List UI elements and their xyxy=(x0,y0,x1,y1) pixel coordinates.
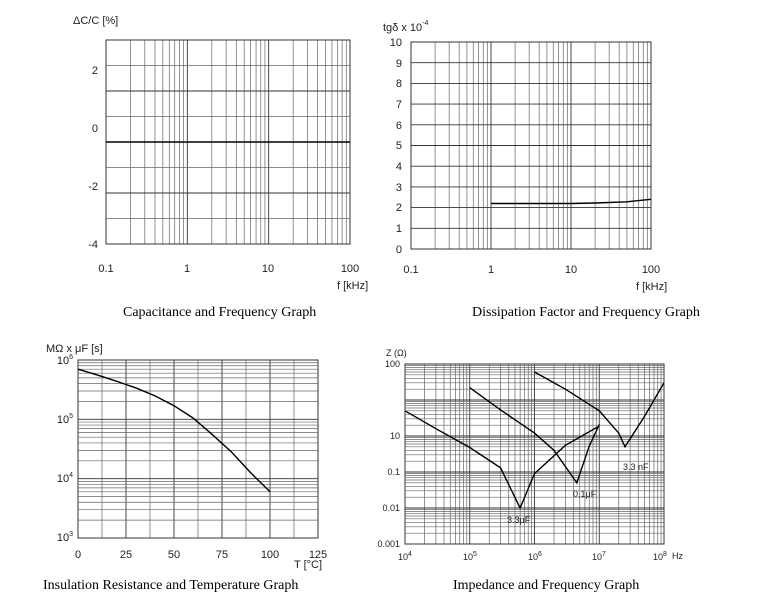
dissipation-grid xyxy=(411,42,651,249)
insulation-x-tick: 25 xyxy=(119,549,133,561)
impedance-curve-label-0-1uf: 0.1μF xyxy=(573,489,597,499)
impedance-x-tick-base: 10 xyxy=(592,552,603,562)
impedance-x-tick-exponent: 6 xyxy=(538,551,542,558)
dissipation-x-tick: 10 xyxy=(564,264,578,276)
impedance-x-tick xyxy=(463,551,477,562)
dissipation-y-tick: 3 xyxy=(395,182,402,194)
insulation-y-tick-exponent: 6 xyxy=(69,354,73,361)
insulation-y-tick-base: 10 xyxy=(56,414,70,426)
insulation-y-tick-exponent: 5 xyxy=(69,413,73,420)
capacitance-x-axis-label: f [kHz] xyxy=(337,280,369,292)
impedance-x-tick xyxy=(653,551,667,562)
capacitance-y-axis-label: ΔC/C [%] xyxy=(73,15,119,27)
capacitance-x-tick: 0.1 xyxy=(98,263,114,275)
capacitance-chart xyxy=(73,15,368,320)
insulation-chart xyxy=(43,343,327,593)
impedance-x-axis-label: Hz xyxy=(672,551,683,561)
dissipation-x-tick: 100 xyxy=(641,264,661,276)
impedance-y-tick: 10 xyxy=(389,431,400,441)
insulation-y-tick-base: 10 xyxy=(56,473,70,485)
insulation-y-tick-exponent: 4 xyxy=(69,472,73,479)
capacitance-y-tick: -4 xyxy=(88,239,98,251)
insulation-caption: Insulation Resistance and Temperature Graph xyxy=(43,578,299,593)
insulation-x-tick: 0 xyxy=(74,549,82,561)
capacitance-y-tick: 0 xyxy=(91,123,98,135)
dissipation-x-axis-label: f [kHz] xyxy=(636,281,668,293)
dissipation-y-axis-label-main: tgδ x 10 xyxy=(383,22,423,34)
impedance-curve-label-3-3nf: 3.3 nF xyxy=(623,462,649,472)
insulation-y-tick xyxy=(57,531,73,544)
impedance-curve-label-3-3uf: 3.3μF xyxy=(507,515,531,525)
dissipation-x-tick: 1 xyxy=(487,264,495,276)
dissipation-y-tick: 7 xyxy=(395,99,402,111)
insulation-y-tick xyxy=(57,354,73,367)
insulation-x-tick: 75 xyxy=(215,549,229,561)
insulation-y-tick-exponent: 3 xyxy=(69,531,73,538)
dissipation-y-tick: 2 xyxy=(395,202,402,214)
capacitance-y-tick: 2 xyxy=(91,65,98,77)
dissipation-y-tick: 8 xyxy=(395,78,402,90)
dissipation-y-axis-label xyxy=(383,20,428,34)
impedance-x-tick-exponent: 5 xyxy=(473,551,477,558)
dissipation-y-tick: 5 xyxy=(395,140,402,152)
impedance-x-tick-exponent: 4 xyxy=(408,551,412,558)
dissipation-y-tick: 6 xyxy=(395,120,402,132)
impedance-y-tick: 100 xyxy=(384,359,400,369)
impedance-caption: Impedance and Frequency Graph xyxy=(453,578,640,593)
capacitance-x-tick: 10 xyxy=(261,263,275,275)
impedance-y-axis-label: Z (Ω) xyxy=(386,348,407,358)
insulation-x-tick: 50 xyxy=(167,549,181,561)
impedance-grid xyxy=(405,364,664,544)
dissipation-y-tick: 9 xyxy=(395,58,402,70)
impedance-x-tick xyxy=(592,551,606,562)
insulation-y-tick xyxy=(57,413,73,426)
impedance-x-tick-exponent: 8 xyxy=(663,551,667,558)
impedance-x-tick-base: 10 xyxy=(653,552,664,562)
impedance-x-tick xyxy=(528,551,542,562)
insulation-y-tick-base: 10 xyxy=(56,532,70,544)
insulation-x-tick: 100 xyxy=(260,549,280,561)
capacitance-x-tick: 100 xyxy=(340,263,360,275)
capacitance-x-tick: 1 xyxy=(183,263,191,275)
impedance-y-tick: 0.001 xyxy=(377,539,400,549)
dissipation-y-tick: 10 xyxy=(389,37,402,49)
capacitance-y-tick: -2 xyxy=(88,181,98,193)
dissipation-y-axis-label-exponent: -4 xyxy=(422,20,429,27)
dissipation-y-tick: 4 xyxy=(395,161,402,173)
impedance-y-tick: 0.1 xyxy=(387,467,400,477)
insulation-grid xyxy=(78,360,318,538)
insulation-y-tick xyxy=(57,472,73,485)
impedance-chart xyxy=(377,348,683,593)
impedance-x-tick xyxy=(398,551,412,562)
impedance-x-tick-base: 10 xyxy=(398,552,409,562)
dissipation-x-tick: 0.1 xyxy=(403,264,419,276)
impedance-x-tick-base: 10 xyxy=(463,552,474,562)
dissipation-chart xyxy=(383,20,700,320)
dissipation-caption: Dissipation Factor and Frequency Graph xyxy=(472,305,700,320)
insulation-x-tick: 125 xyxy=(308,549,328,561)
dissipation-y-tick: 1 xyxy=(395,223,402,235)
dissipation-y-tick: 0 xyxy=(395,244,402,256)
dissipation-y-ticks xyxy=(390,37,402,256)
impedance-y-tick: 0.01 xyxy=(382,503,400,513)
insulation-x-axis-label: T [°C] xyxy=(294,559,323,571)
insulation-y-tick-base: 10 xyxy=(56,355,70,367)
impedance-x-tick-base: 10 xyxy=(528,552,539,562)
insulation-y-axis-label: MΩ x μF [s] xyxy=(46,343,103,355)
impedance-x-tick-exponent: 7 xyxy=(602,551,606,558)
capacitance-caption: Capacitance and Frequency Graph xyxy=(123,305,317,320)
